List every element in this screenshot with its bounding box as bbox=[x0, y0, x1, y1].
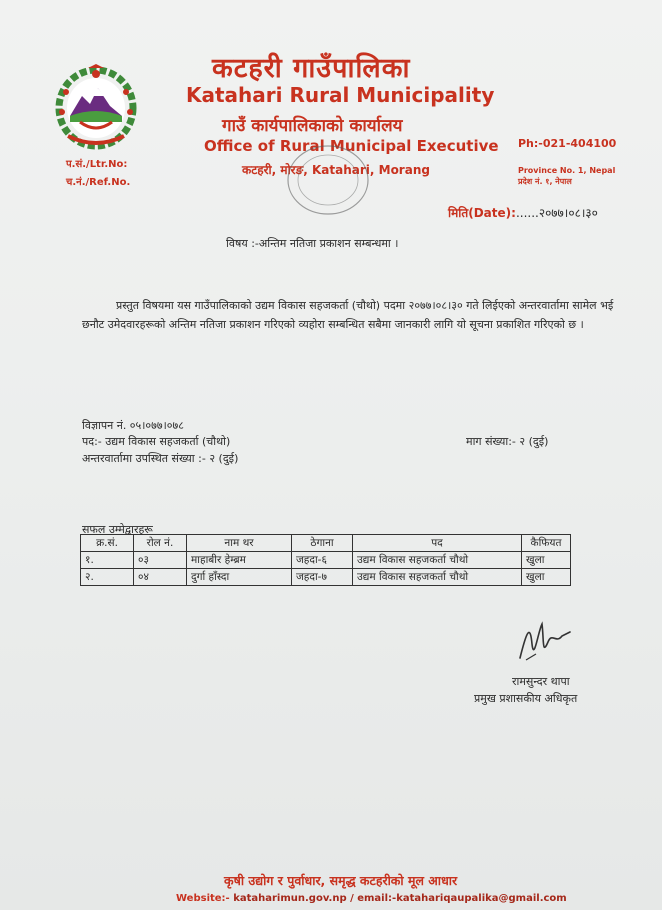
cell-address: जहदा-७ bbox=[292, 569, 353, 586]
cell-post: उद्यम विकास सहजकर्ता चौथो bbox=[353, 552, 522, 569]
municipality-emblem-icon bbox=[52, 62, 140, 150]
office-name-np: गाउँ कार्यपालिकाको कार्यालय bbox=[222, 116, 403, 136]
post-name: पद:- उद्यम विकास सहजकर्ता (चौथो) bbox=[82, 435, 231, 448]
office-address: कटहरी, मोरङ, Katahari, Morang bbox=[242, 163, 430, 177]
cell-roll: ०३ bbox=[134, 552, 187, 569]
cell-remarks: खुला bbox=[522, 552, 571, 569]
footer-contact bbox=[176, 893, 567, 904]
cell-name: माहाबीर हेम्ब्रम bbox=[187, 552, 292, 569]
office-stamp-icon bbox=[282, 140, 374, 220]
table-header-row bbox=[81, 535, 571, 552]
cell-sn: २. bbox=[81, 569, 134, 586]
province-en: Province No. 1, Nepal bbox=[518, 166, 616, 175]
cell-name: दुर्गा हाँस्दा bbox=[187, 569, 292, 586]
footer-slogan: कृषी उद्योग र पुर्वाधार, समृद्ध कटहरीको मूल आधार bbox=[224, 873, 458, 888]
col-header-roll: रोल नं. bbox=[134, 535, 187, 552]
table-row bbox=[81, 552, 571, 569]
municipality-name-en: Katahari Rural Municipality bbox=[186, 83, 495, 107]
col-header-remarks: कैफियत bbox=[522, 535, 571, 552]
website-label: Website:- bbox=[176, 893, 230, 904]
signatory-title: प्रमुख प्रशासकीय अधिकृत bbox=[474, 692, 578, 705]
province-np: प्रदेश नं. १, नेपाल bbox=[518, 177, 572, 186]
table-row bbox=[81, 569, 571, 586]
letter-no-label: प.सं./Ltr.No: bbox=[66, 159, 128, 170]
letter-date bbox=[448, 204, 598, 221]
office-name-en: Office of Rural Municipal Executive bbox=[204, 137, 499, 155]
ref-no-label: च.नं./Ref.No. bbox=[66, 177, 131, 188]
cell-address: जहदा-६ bbox=[292, 552, 353, 569]
letter-body: प्रस्तुत विषयमा यस गाउँपालिकाको उद्यम विकास सहजकर्ता (चौथो) पदमा २०७७।०८।३० गते लिईएको अन्तरवार्तामा सामेल भई छनौट उमेदवारहरूको अन्तिम नतिजा प्रकाशन गरिएको व्यहोरा सम्बन्धित सबैमा जानकारी लागि यो सूचना प्रकाशित गरिएको छ । bbox=[82, 299, 614, 331]
municipality-name-np: कटहरी गाउँपालिका bbox=[212, 53, 411, 84]
province-block bbox=[518, 165, 615, 187]
cell-post: उद्यम विकास सहजकर्ता चौथो bbox=[353, 569, 522, 586]
signatory-name: रामसुन्दर थापा bbox=[512, 675, 570, 688]
col-header-post: पद bbox=[353, 535, 522, 552]
col-header-name: नाम थर bbox=[187, 535, 292, 552]
demand-count: माग संख्या:- २ (दुई) bbox=[466, 435, 549, 448]
phone-number: Ph:-021-404100 bbox=[518, 137, 617, 150]
advertisement-number: विज्ञापन नं. ०५।०७७।०७८ bbox=[82, 419, 184, 432]
cell-remarks: खुला bbox=[522, 569, 571, 586]
address-np: कटहरी, मोरङ bbox=[242, 163, 304, 177]
signature-icon bbox=[512, 614, 574, 670]
col-header-address: ठेगाना bbox=[292, 535, 353, 552]
reference-labels bbox=[66, 156, 130, 192]
website-email: kataharimun.gov.np / email:-katahariqaupalika@gmail.com bbox=[229, 893, 567, 904]
successful-candidates-title: सफल उम्मेद्वारहरू bbox=[82, 523, 153, 536]
cell-roll: ०४ bbox=[134, 569, 187, 586]
present-count: अन्तरवार्तामा उपस्थित संख्या :- २ (दुई) bbox=[82, 452, 239, 465]
date-value: ......२०७७।०८।३० bbox=[515, 206, 598, 220]
cell-sn: १. bbox=[81, 552, 134, 569]
letter-subject: विषय :-अन्तिम नतिजा प्रकाशन सम्बन्धमा । bbox=[226, 237, 399, 250]
address-en: Katahari, Morang bbox=[311, 163, 430, 177]
candidates-table bbox=[80, 534, 571, 586]
date-label: मिति(Date): bbox=[448, 206, 516, 220]
col-header-sn: क्र.सं. bbox=[81, 535, 134, 552]
